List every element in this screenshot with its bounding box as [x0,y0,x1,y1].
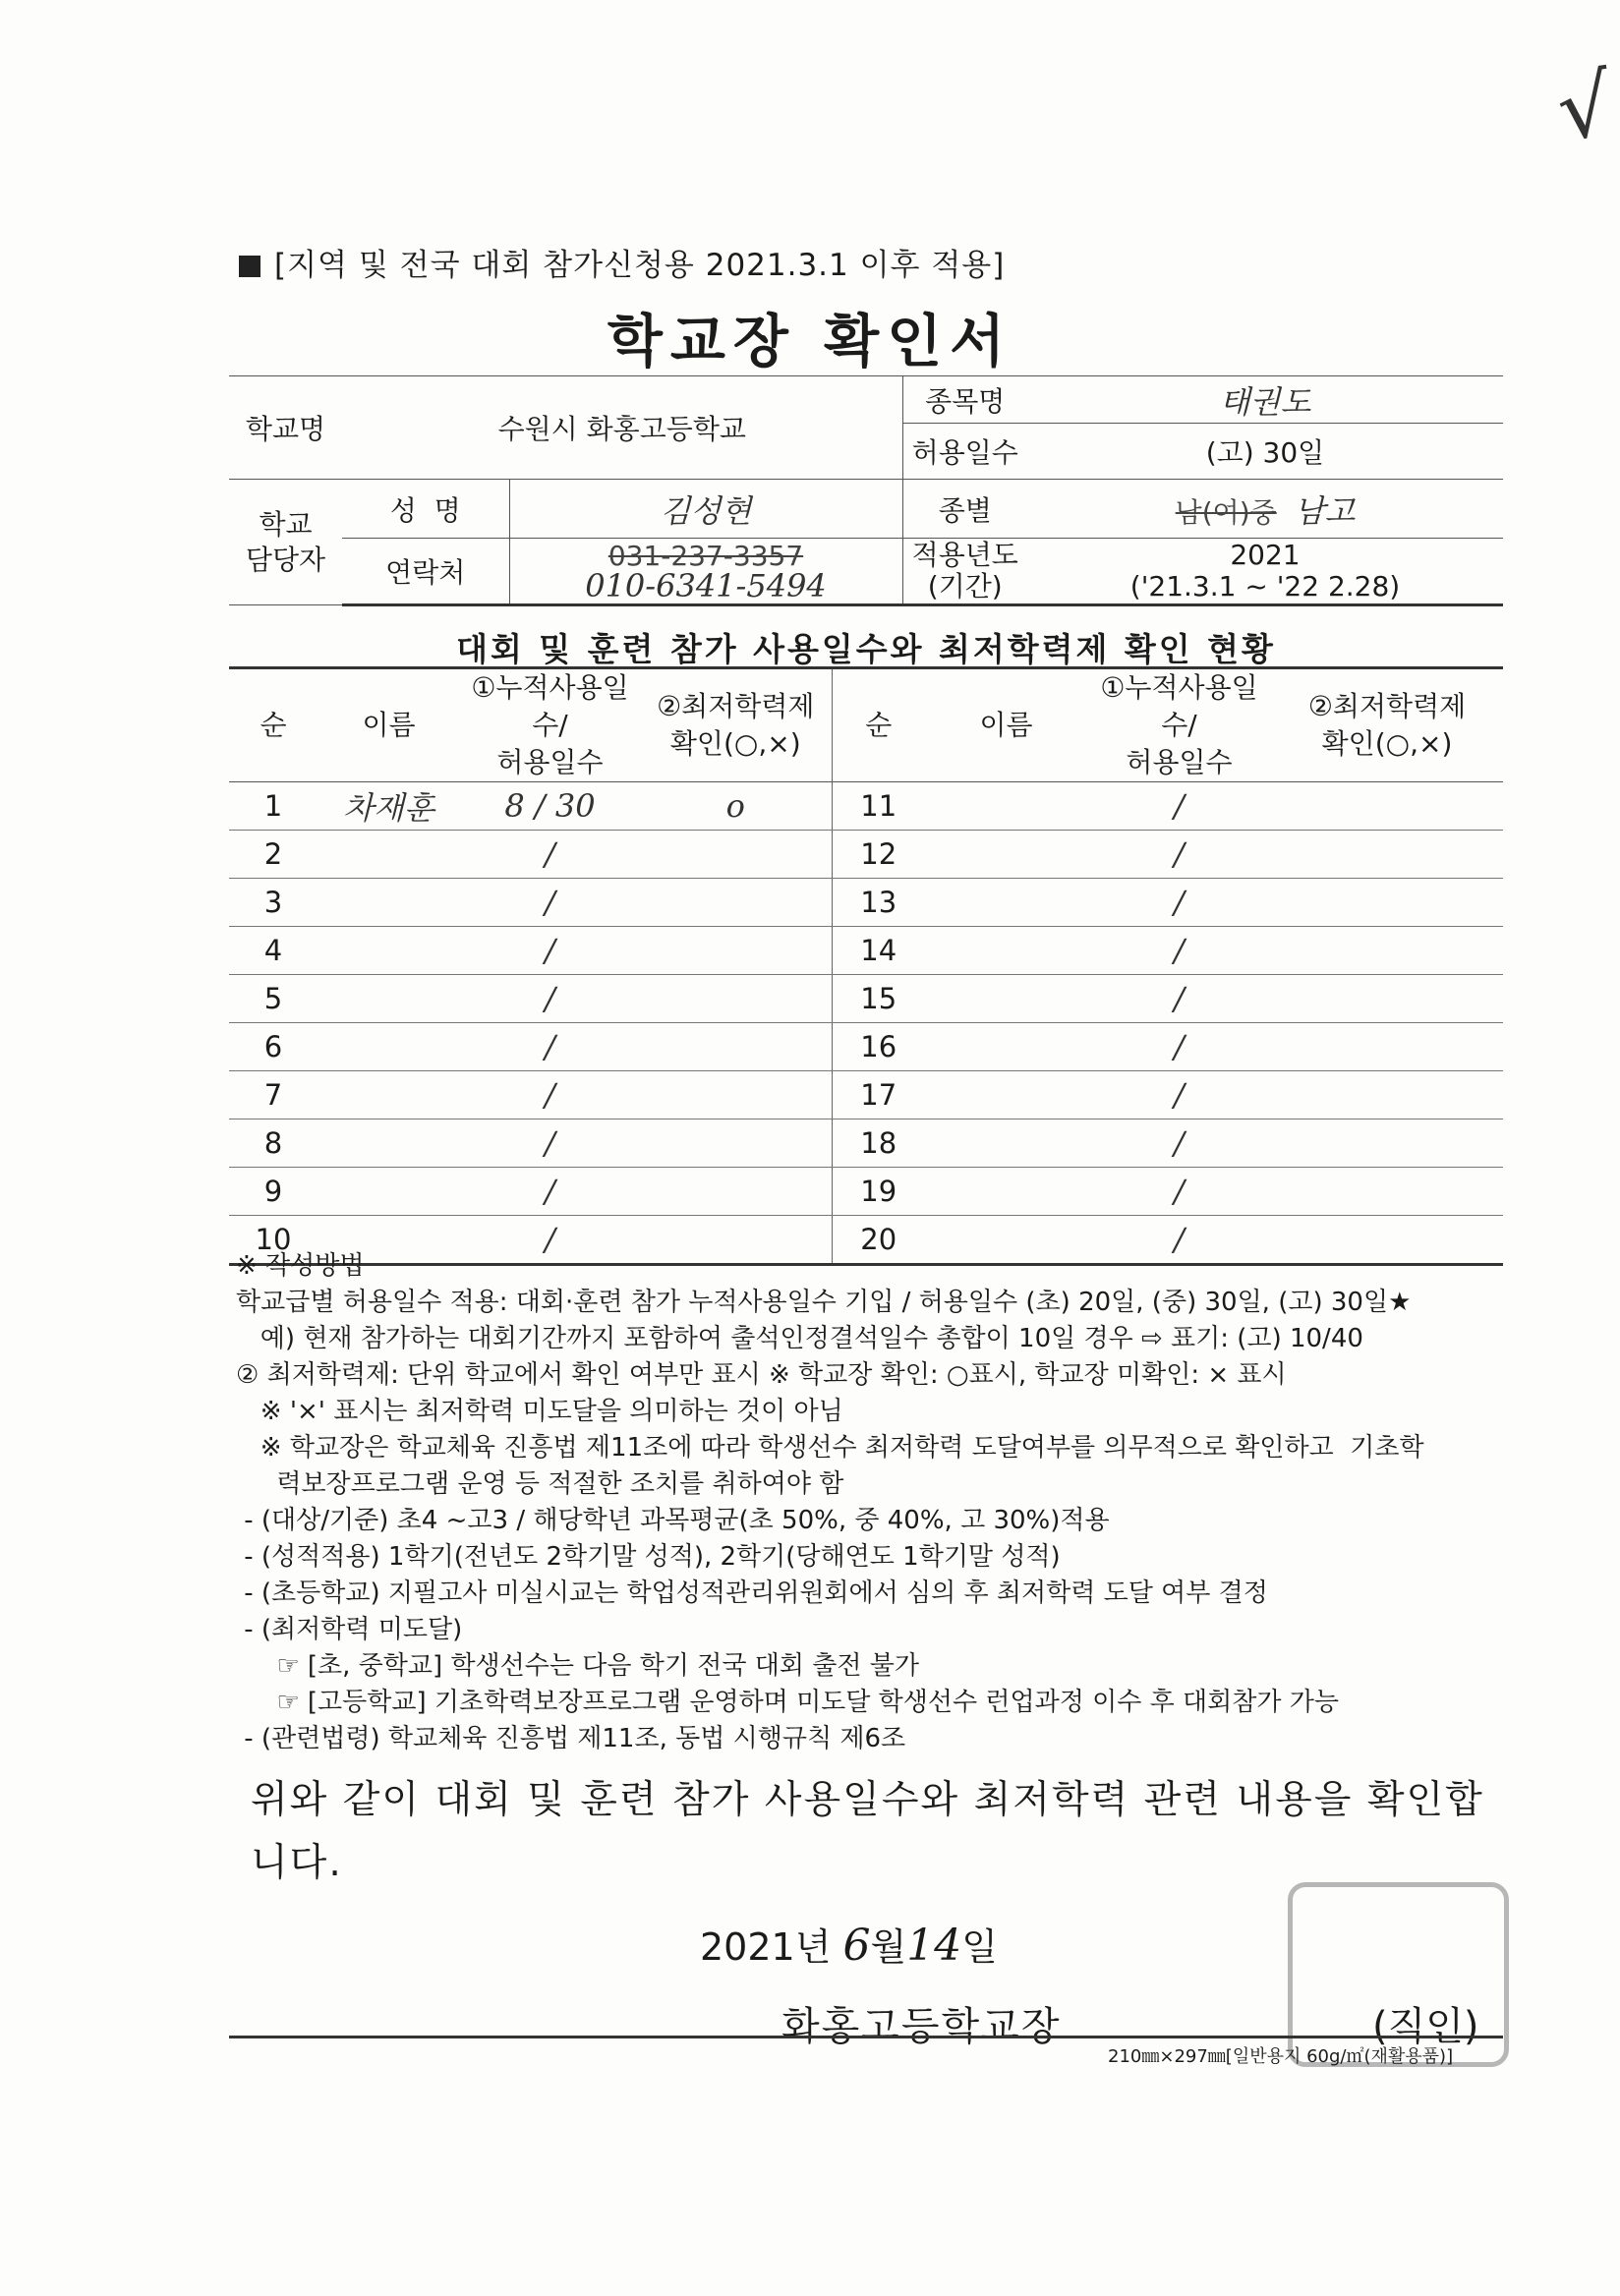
scope-line [239,240,1005,284]
row-number: 14 [832,927,925,975]
scope-text: [지역 및 전국 대회 참가신청용 2021.3.1 이후 적용] [274,248,1006,283]
academic-check [640,879,832,927]
student-name [925,1023,1087,1071]
days-used: / [460,831,640,879]
table-row [229,782,1503,831]
row-number: 18 [832,1119,925,1168]
instruction-line: - (성적적용) 1학기(전년도 2학기말 성적), 2학기(당해연도 1학기말 성적) [236,1542,1061,1572]
days-used: / [460,927,640,975]
row-number: 17 [832,1071,925,1119]
school-value: 수원시 화홍고등학교 [342,376,902,480]
row-number: 1 [229,782,318,831]
contact-value: 010-6341-5494 [585,567,827,604]
sport-value: 태권도 [1027,376,1503,424]
square-bullet-icon [239,256,260,277]
student-name [925,831,1087,879]
student-name [925,927,1087,975]
academic-check [640,975,832,1023]
days-used: / [460,879,640,927]
date-month-unit: 월 [870,1925,907,1969]
days-used: / [460,1216,640,1265]
days-used: / [460,1119,640,1168]
row-number: 20 [832,1216,925,1265]
manager-label: 학교 담당자 [229,480,342,605]
instruction-line: ※ 학교장은 학교체육 진흥법 제11조에 따라 학생선수 최저학력 도달여부를 의무적으로 확인하고 기초학 [236,1433,1424,1463]
days-used: / [1087,1023,1271,1071]
row-number: 11 [832,782,925,831]
header-days: ①누적사용일수/ 허용일수 [460,668,640,782]
instruction-line: ☞ [초, 중학교] 학생선수는 다음 학기 전국 대회 출전 불가 [236,1651,920,1681]
header-no: 순 [832,668,925,782]
table-row [229,831,1503,879]
instruction-line: ☞ [고등학교] 기초학력보장프로그램 운영하며 미도달 학생선수 런업과정 이수 후 대회참가 가능 [236,1688,1339,1717]
bottom-divider [229,2036,1503,2038]
row-number: 3 [229,879,318,927]
page-title: 학교장 확인서 [607,308,1013,374]
student-name [925,975,1087,1023]
student-name [318,1119,460,1168]
table-row [229,1168,1503,1216]
name-value: 김성현 [509,480,902,539]
days-used: / [1087,975,1271,1023]
info-table [229,375,1503,606]
student-name [318,975,460,1023]
instruction-line: 예) 현재 참가하는 대회기간까지 포함하여 출석인정결석일수 총합이 10일 경우 ⇨ 표기: (고) 10/40 [236,1324,1363,1353]
year-value: 2021 [1230,539,1301,571]
row-number: 4 [229,927,318,975]
gender-value: 남고 [1294,491,1356,530]
table-row [229,1023,1503,1071]
student-name: 차재훈 [318,782,460,831]
row-number: 8 [229,1119,318,1168]
academic-check: o [640,782,832,831]
days-used: / [460,975,640,1023]
instruction-line: 학교급별 허용일수 적용: 대회·훈련 참가 누적사용일수 기입 / 허용일수 (초) 20일, (중) 30일, (고) 30일★ [236,1288,1412,1317]
instruction-line: 력보장프로그램 운영 등 적절한 조치를 취하여야 함 [236,1469,844,1499]
gender-label: 종별 [902,480,1027,539]
academic-check [1271,831,1503,879]
row-number: 9 [229,1168,318,1216]
date-year: 2021년 [700,1925,832,1969]
days-used: / [460,1168,640,1216]
student-name [318,927,460,975]
instruction-line: - (관련법령) 학교체육 진흥법 제11조, 동법 시행규칙 제6조 [236,1724,906,1753]
row-number: 2 [229,831,318,879]
gender-struck: 남(여)중 [1175,495,1277,529]
date-day: 14 [906,1921,962,1971]
student-name [925,1071,1087,1119]
days-used: / [1087,1119,1271,1168]
table-row [229,1071,1503,1119]
academic-check [640,1168,832,1216]
header-check: ②최저학력제 확인(○,×) [640,668,832,782]
student-name [925,1119,1087,1168]
row-number: 7 [229,1071,318,1119]
paper-spec: 210㎜×297㎜[일반용지 60g/㎡(재활용품)] [1108,2046,1454,2067]
name-label: 성 명 [342,480,509,539]
student-name [318,1023,460,1071]
allowed-days-label: 허용일수 [902,424,1027,480]
instruction-line: ※ 작성방법 [236,1251,365,1281]
date-line [700,1917,998,1971]
year-label: 적용년도 (기간) [902,539,1027,605]
days-used: 8 / 30 [460,782,640,831]
days-used: / [1087,1071,1271,1119]
check-mark: √ [1551,55,1619,161]
instruction-line: ② 최저학력제: 단위 학교에서 확인 여부만 표시 ※ 학교장 확인: ○표시, 학교장 미확인: × 표시 [236,1360,1287,1390]
instruction-line: - (초등학교) 지필고사 미실시교는 학업성적관리위원회에서 심의 후 최저학력 도달 여부 결정 [236,1578,1268,1608]
allowed-days-value: (고) 30일 [1027,424,1503,480]
header-check: ②최저학력제 확인(○,×) [1271,668,1503,782]
section-title: 대회 및 훈련 참가 사용일수와 최저학력제 확인 현황 [456,630,1276,668]
contact-cell [509,539,902,605]
row-number: 16 [832,1023,925,1071]
instruction-line: ※ '×' 표시는 최저학력 미도달을 의미하는 것이 아님 [236,1397,843,1426]
year-cell [1027,539,1503,605]
table-row [229,879,1503,927]
header-name: 이름 [925,668,1087,782]
period-value: ('21.3.1 ~ '22 2.28) [1129,570,1401,603]
days-used: / [460,1071,640,1119]
instruction-line: - (최저학력 미도달) [236,1615,463,1644]
days-used: / [460,1023,640,1071]
date-day-unit: 일 [961,1925,998,1969]
academic-check [1271,1119,1503,1168]
academic-check [1271,1023,1503,1071]
academic-check [1271,975,1503,1023]
seal-label: (직인) [1372,2004,1479,2049]
days-used: / [1087,782,1271,831]
table-header-row [229,668,1503,782]
row-number: 13 [832,879,925,927]
participation-table [229,666,1503,1266]
academic-check [640,927,832,975]
student-name [318,879,460,927]
header-no: 순 [229,668,318,782]
school-label: 학교명 [229,376,342,480]
academic-check [1271,879,1503,927]
academic-check [1271,782,1503,831]
days-used: / [1087,879,1271,927]
academic-check [640,831,832,879]
date-month: 6 [842,1921,871,1971]
table-row [229,927,1503,975]
academic-check [1271,1071,1503,1119]
student-name [925,879,1087,927]
academic-check [1271,927,1503,975]
row-number: 15 [832,975,925,1023]
instructions [236,1248,1514,1757]
days-used: / [1087,927,1271,975]
contact-label: 연락처 [342,539,509,605]
table-row [229,975,1503,1023]
student-name [318,1071,460,1119]
row-number: 10 [229,1216,318,1265]
student-name [318,831,460,879]
academic-check [640,1023,832,1071]
header-days: ①누적사용일수/ 허용일수 [1087,668,1271,782]
days-used: / [1087,1216,1271,1265]
contact-struck: 031-237-3357 [608,540,804,572]
row-number: 5 [229,975,318,1023]
days-used: / [1087,831,1271,879]
student-name [925,1168,1087,1216]
days-used: / [1087,1168,1271,1216]
instruction-line: - (대상/기준) 초4 ~고3 / 해당학년 과목평균(초 50%, 중 40%, 고 30%)적용 [236,1506,1110,1535]
row-number: 6 [229,1023,318,1071]
header-name: 이름 [318,668,460,782]
academic-check [1271,1168,1503,1216]
principal-name: 화홍고등학교장 [781,2004,1062,2049]
table-row [229,1119,1503,1168]
student-name [318,1168,460,1216]
student-name [925,782,1087,831]
sport-label: 종목명 [902,376,1027,424]
confirm-statement: 위와 같이 대회 및 훈련 참가 사용일수와 최저학력 관련 내용을 확인합니다. [251,1778,1484,1885]
row-number: 12 [832,831,925,879]
gender-cell [1027,480,1503,539]
academic-check [640,1119,832,1168]
row-number: 19 [832,1168,925,1216]
academic-check [640,1071,832,1119]
